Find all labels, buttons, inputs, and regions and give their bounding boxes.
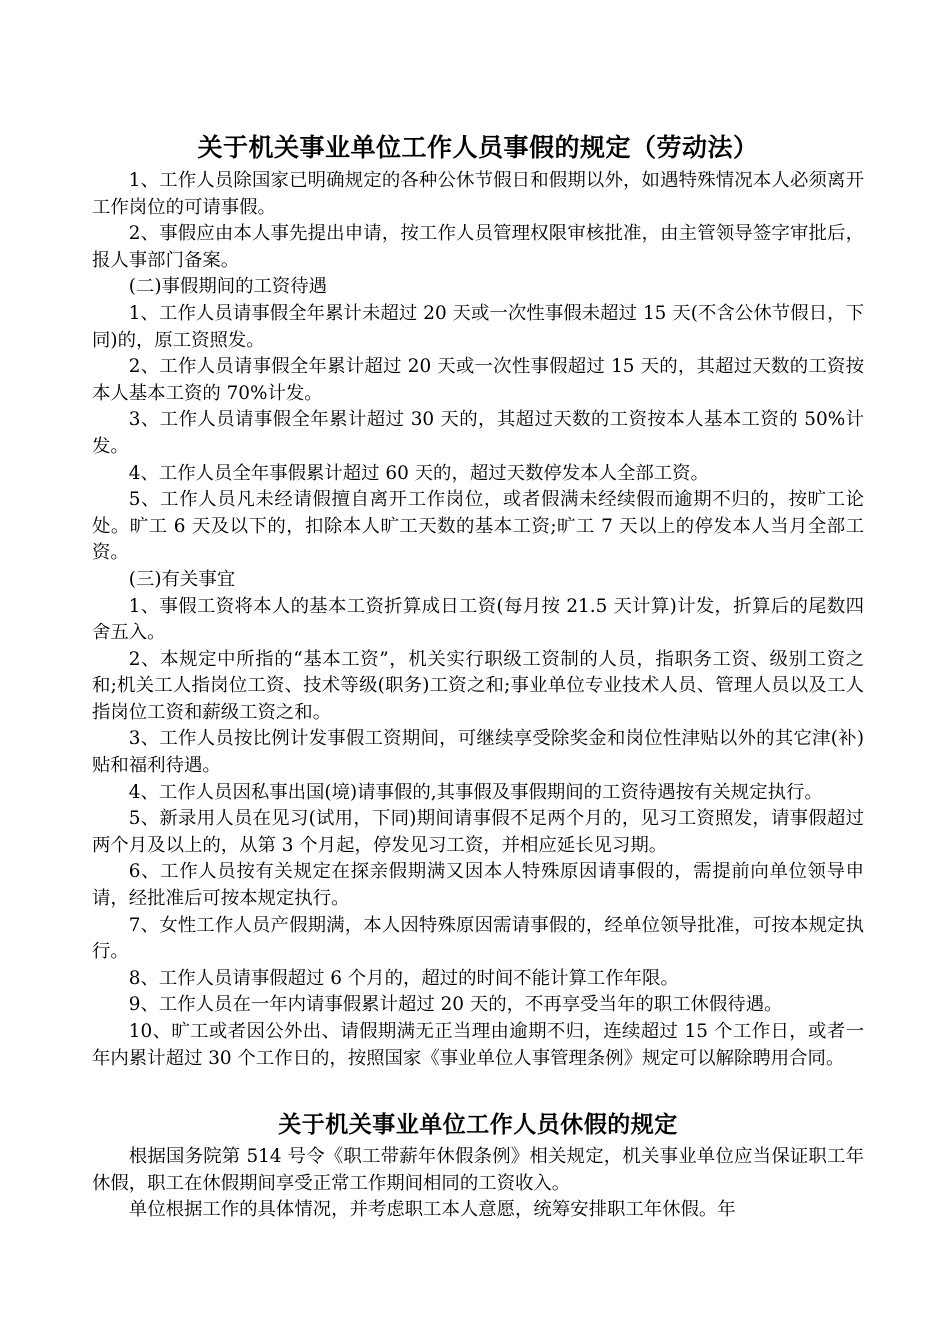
- paragraph: 2、工作人员请事假全年累计超过 20 天或一次性事假超过 15 天的，其超过天数的工资按本人基本工资的 70%计发。: [92, 356, 864, 404]
- document-page: [92, 128, 864, 1224]
- paragraph: 5、工作人员凡未经请假擅自离开工作岗位，或者假满未经续假而逾期不归的，按旷工论处。旷工 6 天及以下的，扣除本人旷工天数的基本工资;旷工 7 天以上的停发本人当月全部工资。: [92, 489, 864, 564]
- paragraph: 4、工作人员因私事出国(境)请事假的,其事假及事假期间的工资待遇按有关规定执行。: [128, 781, 823, 803]
- paragraph: 9、工作人员在一年内请事假累计超过 20 天的，不再享受当年的职工休假待遇。: [128, 994, 783, 1016]
- paragraph: 2、本规定中所指的“基本工资”，机关实行职级工资制的人员，指职务工资、级别工资之和;机关工人指岗位工资、技术等级(职务)工资之和;事业单位专业技术人员、管理人员以及工人指岗位工资和薪级工资之和。: [92, 648, 864, 723]
- paragraph: 6、工作人员按有关规定在探亲假期满又因本人特殊原因请事假的，需提前向单位领导申请，经批准后可按本规定执行。: [92, 861, 864, 910]
- paragraph: 3、工作人员请事假全年累计超过 30 天的，其超过天数的工资按本人基本工资的 50%计发。: [92, 409, 864, 457]
- paragraph: 7、女性工作人员产假期满，本人因特殊原因需请事假的，经单位领导批准，可按本规定执行。: [92, 914, 864, 963]
- paragraph: 1、工作人员除国家已明确规定的各种公休节假日和假期以外，如遇特殊情况本人必须离开工作岗位的可请事假。: [92, 170, 864, 218]
- paragraph: 5、新录用人员在见习(试用，下同)期间请事假不足两个月的，见习工资照发，请事假超过两个月及以上的，从第 3 个月起，停发见习工资，并相应延长见习期。: [92, 808, 864, 856]
- paragraph: 单位根据工作的具体情况，并考虑职工本人意愿，统筹安排职工年休假。年: [128, 1199, 736, 1221]
- paragraph: 8、工作人员请事假超过 6 个月的，超过的时间不能计算工作年限。: [128, 967, 679, 989]
- paragraph: 3、工作人员按比例计发事假工资期间，可继续享受除奖金和岗位性津贴以外的其它津(补)贴和福利待遇。: [92, 728, 864, 777]
- document-title: 关于机关事业单位工作人员事假的规定（劳动法）: [197, 133, 759, 162]
- paragraph: 根据国务院第 514 号令《职工带薪年休假条例》相关规定，机关事业单位应当保证职工年休假，职工在休假期间享受正常工作期间相同的工资收入。: [92, 1146, 864, 1194]
- paragraph: 10、旷工或者因公外出、请假期满无正当理由逾期不归，连续超过 15 个工作日，或者一年内累计超过 30 个工作日的，按照国家《事业单位人事管理条例》规定可以解除聘用合同。: [92, 1021, 864, 1069]
- subheading: (二)事假期间的工资待遇: [128, 276, 328, 298]
- paragraph: 2、事假应由本人事先提出申请，按工作人员管理权限审核批准，由主管领导签字审批后，报人事部门备案。: [92, 223, 864, 271]
- section-personal-leave: [92, 168, 864, 1072]
- section-title-annual-leave: 关于机关事业单位工作人员休假的规定: [278, 1112, 678, 1139]
- section-annual-leave: [92, 1144, 864, 1224]
- paragraph: 1、工作人员请事假全年累计未超过 20 天或一次性事假未超过 15 天(不含公休节假日，下同)的，原工资照发。: [92, 302, 864, 351]
- subheading: (三)有关事宜: [128, 568, 236, 590]
- paragraph: 4、工作人员全年事假累计超过 60 天的，超过天数停发本人全部工资。: [128, 462, 709, 484]
- paragraph: 1、事假工资将本人的基本工资折算成日工资(每月按 21.5 天计算)计发，折算后的尾数四舍五入。: [92, 595, 864, 644]
